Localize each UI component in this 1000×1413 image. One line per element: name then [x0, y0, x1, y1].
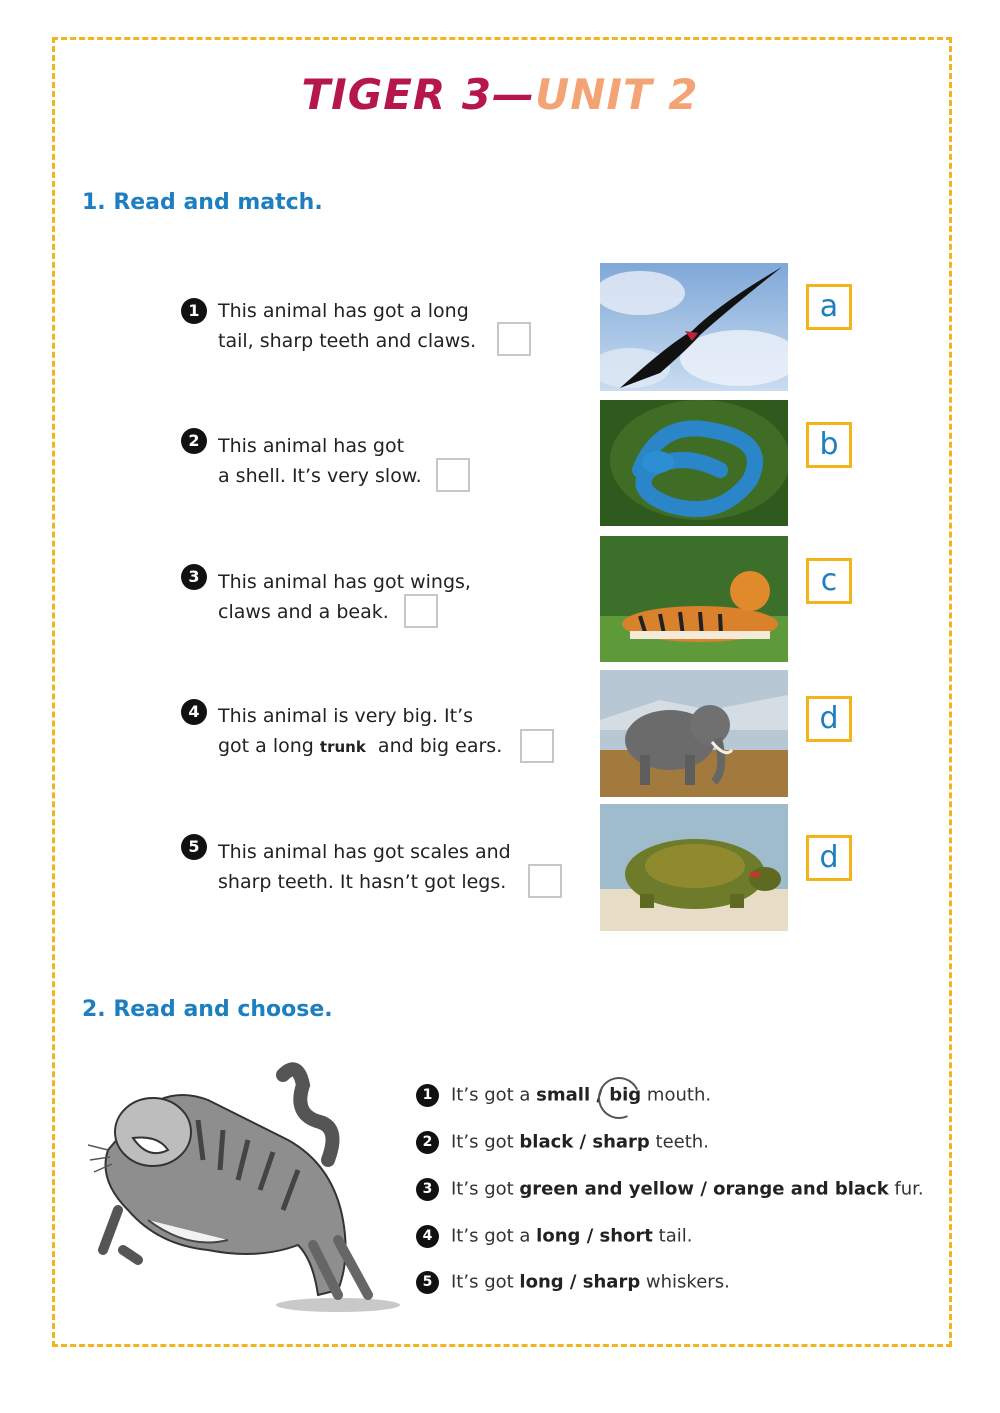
choose-item: 1 It’s got a small / big mouth. [416, 1084, 711, 1107]
question-text: This animal has got scales and sharp teeth. It hasn’t got legs. [218, 841, 511, 893]
item-number: 3 [181, 564, 207, 590]
answer-box[interactable] [520, 729, 554, 763]
option-green-yellow[interactable]: green and yellow [519, 1178, 695, 1200]
item-number: 2 [181, 428, 207, 454]
item-number: 1 [181, 298, 207, 324]
answer-box[interactable] [404, 594, 438, 628]
question-text: This animal is very big. It’s got a long trunk and big ears. [218, 705, 503, 757]
match-letter: d [806, 696, 852, 742]
match-letter: a [806, 284, 852, 330]
tiger-photo [600, 536, 788, 662]
section2-heading: 2. Read and choose. [82, 997, 333, 1022]
item-number: 4 [181, 699, 207, 725]
choose-item: 5 It’s got long / sharp whiskers. [416, 1271, 730, 1294]
option-big[interactable]: big [609, 1084, 642, 1106]
match-letter: c [806, 558, 852, 604]
option-short[interactable]: short [599, 1225, 653, 1247]
option-black[interactable]: black [519, 1131, 574, 1153]
match-letter: b [806, 422, 852, 468]
bird-photo [600, 263, 788, 391]
option-long[interactable]: long [536, 1225, 581, 1247]
question-text: This animal has got a shell. It’s very slow. [218, 435, 422, 487]
elephant-photo [600, 670, 788, 797]
option-orange-black[interactable]: orange and black [713, 1178, 889, 1200]
option-sharp[interactable]: sharp [582, 1271, 641, 1293]
answer-box[interactable] [528, 864, 562, 898]
snake-photo [600, 400, 788, 526]
answer-box[interactable] [436, 458, 470, 492]
item-number: 5 [181, 834, 207, 860]
choose-item: 3 It’s got green and yellow / orange and black fur. [416, 1178, 924, 1201]
choose-item: 4 It’s got a long / short tail. [416, 1225, 692, 1248]
option-long[interactable]: long [519, 1271, 564, 1293]
page-title: TIGER 3—UNIT 2 [301, 70, 699, 119]
choose-item: 2 It’s got black / sharp teeth. [416, 1131, 709, 1154]
turtle-photo [600, 804, 788, 931]
section1-heading: 1. Read and match. [82, 190, 323, 215]
question-text: This animal has got wings, claws and a beak. [218, 571, 471, 623]
question-text: This animal has got a long tail, sharp teeth and claws. [218, 300, 477, 352]
option-sharp[interactable]: sharp [592, 1131, 650, 1153]
option-small[interactable]: small [536, 1084, 591, 1106]
match-letter: d [806, 835, 852, 881]
answer-box[interactable] [497, 322, 531, 356]
tiger-drawing [88, 1060, 408, 1320]
